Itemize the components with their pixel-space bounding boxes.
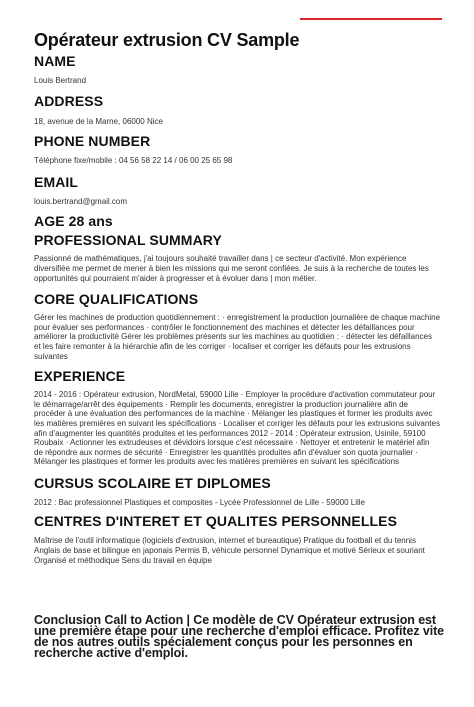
age-section — [34, 213, 440, 229]
address-section — [34, 93, 440, 127]
email-heading: EMAIL — [34, 173, 79, 190]
summary-section — [34, 232, 440, 283]
age-heading: AGE 28 ans — [34, 213, 113, 230]
education-heading: CURSUS SCOLAIRE ET DIPLOMES — [34, 474, 271, 491]
cv-content — [34, 30, 440, 565]
experience-section — [34, 368, 440, 467]
email-section — [34, 174, 440, 207]
interests-text: Maîtrise de l'outil informatique (logiciels d'extrusion, internet et bureautique) Pratique du football et du tennis Anglais de base et bilingue en japonais Permis B, véhicule personnel Dynamique et motivé Sérieux et souriant Organisé et méthodique Sens du travail en équipe — [34, 536, 425, 565]
experience-heading: EXPERIENCE — [34, 368, 126, 385]
conclusion-text: Conclusion Call to Action | Ce modèle de CV Opérateur extrusion est une première étape pour une recherche d'emploi efficace. Profitez vite de nos autres outils spécialement conçus pour les personnes en recherche active d'emploi. — [34, 613, 444, 660]
education-section — [34, 475, 440, 508]
phone-section — [34, 133, 440, 166]
interests-section — [34, 513, 440, 565]
address-value: 18, avenue de la Marne, 06000 Nice — [34, 116, 163, 126]
name-section — [34, 53, 440, 86]
summary-heading: PROFESSIONAL SUMMARY — [34, 232, 222, 249]
summary-text: Passionné de mathématiques, j'ai toujours souhaité travailler dans | ce secteur d'activité. Mon expérience diversifiée me permet de mener à bien les missions qui me seront confiées. Je suis à la recherche de toutes les opportunités qui pourraient m'aider à progresser et à évoluer dans | mon métier. — [34, 254, 429, 283]
education-text: 2012 : Bac professionnel Plastiques et composites - Lycée Professionnel de Lille - 59000 Lille — [34, 497, 366, 507]
address-heading: ADDRESS — [34, 92, 104, 109]
phone-heading: PHONE NUMBER — [34, 133, 151, 150]
phone-value: Téléphone fixe/mobile : 04 56 58 22 14 / 06 00 25 65 98 — [34, 156, 233, 166]
experience-text: 2014 - 2016 : Opérateur extrusion, NordMetal, 59000 Lille · Employer la procédure d'activation commutateur pour le démarrage/arrêt des équipements · Remplir les documents, enregistrer la production journalière afin de procéder à une évaluation des performances de la machine · Mélanger les plastiques et former les produits avec les matières premières en suivant les spécifications · Localiser et corriger les défauts pour les extrusions suivantes afin d'augmenter les quantités produites et les performances 2012 - 2014 : Opérateur extrusion, Usinile, 59100 Roubaix · Actionner les extrudeuses et dévidoirs lorsque c'est nécessaire · Nettoyer et entretenir le matériel afin de répondre aux normes de sécurité · Enregistrer les quantités produites afin d'évaluer son quota journalier · Mélanger les plastiques et former les produits avec les matières premières en suivant les spécifications — [34, 390, 440, 467]
accent-line — [300, 18, 442, 20]
email-value: louis.bertrand@gmail.com — [34, 196, 128, 206]
core-qualifications-text: Gérer les machines de production quotidiennement : · enregistrement la production journalière de chaque machine pour évaluer ses performances · contrôler le fonctionnement des machines et détecter les défaillances pour améliorer la productivité Gérer les problèmes présents sur les machines au quotidien : · détecter les défaillances et les faire remonter à la hiérarchie afin de les corriger · localiser et corriger les défauts pour les extrusions suivantes — [34, 313, 441, 361]
name-heading: NAME — [34, 53, 76, 69]
core-qualifications-section — [34, 291, 440, 361]
interests-heading: CENTRES D'INTERET ET QUALITES PERSONNELLES — [34, 513, 398, 530]
page-title: Opérateur extrusion CV Sample — [34, 30, 300, 50]
core-qualifications-heading: CORE QUALIFICATIONS — [34, 291, 199, 308]
name-value: Louis Bertrand — [34, 76, 87, 85]
